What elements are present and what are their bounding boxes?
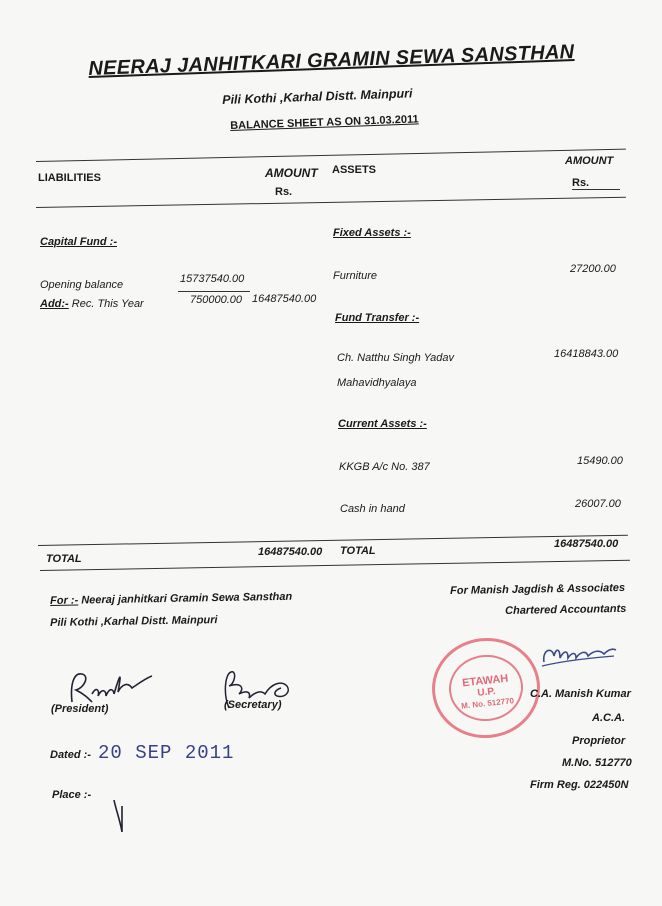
col-liabilities: LIABILITIES (38, 172, 101, 184)
ca-mno: M.No. 512770 (562, 757, 632, 769)
furniture-label: Furniture (333, 270, 378, 282)
table-total-top-rule (38, 535, 628, 546)
col-amount-left: AMOUNT (265, 166, 318, 180)
table-header-rule (36, 197, 626, 208)
rs-right-underline (572, 189, 620, 190)
total-left-label: TOTAL (46, 553, 82, 565)
dated-stamp: 20 SEP 2011 (98, 742, 235, 764)
org-title: NEERAJ JANHITKARI GRAMIN SEWA SANSTHAN (88, 41, 575, 80)
kkgb-value: 15490.00 (577, 455, 623, 467)
ca-seal-stamp (427, 633, 545, 744)
transfer-value: 16418843.00 (554, 348, 619, 360)
capital-total: 16487540.00 (252, 293, 317, 305)
col-assets: ASSETS (332, 164, 377, 176)
for-line (50, 591, 292, 607)
ca-role: Proprietor (572, 735, 626, 747)
ca-signature (538, 640, 618, 670)
fund-transfer-heading: Fund Transfer :- (335, 312, 420, 324)
stamp-state: U.P. (476, 686, 497, 699)
firm-type: Chartered Accountants (505, 602, 627, 617)
total-right-value: 16487540.00 (554, 538, 619, 550)
dated-label: Dated :- (50, 749, 91, 761)
cash-value: 26007.00 (575, 498, 621, 510)
rec-underline (178, 291, 250, 292)
stamp-mno: M. No. 512770 (460, 696, 515, 711)
add-row (40, 298, 144, 310)
firm-for: For Manish Jagdish & Associates (450, 581, 626, 597)
furniture-value: 27200.00 (570, 263, 616, 275)
col-rs-right: Rs. (572, 177, 590, 189)
fixed-assets-heading: Fixed Assets :- (333, 227, 411, 239)
ca-firm-reg: Firm Reg. 022450N (530, 779, 629, 791)
opening-balance-value: 15737540.00 (180, 273, 245, 285)
current-assets-heading: Current Assets :- (338, 418, 427, 430)
rec-value: 750000.00 (190, 294, 242, 306)
total-left-value: 16487540.00 (258, 546, 323, 558)
transfer-label-1: Ch. Natthu Singh Yadav (337, 352, 455, 364)
col-amount-right: AMOUNT (565, 155, 614, 167)
sheet-title: BALANCE SHEET AS ON 31.03.2011 (230, 113, 419, 132)
table-total-bottom-rule (40, 560, 630, 571)
table-top-rule (36, 149, 626, 162)
for-org: Neeraj janhitkari Gramin Sewa Sansthan (81, 590, 293, 607)
opening-balance-label: Opening balance (40, 279, 124, 291)
total-right-label: TOTAL (340, 545, 376, 557)
place-scribble (106, 796, 136, 836)
transfer-label-2: Mahavidhyalaya (337, 377, 417, 389)
kkgb-label: KKGB A/c No. 387 (339, 461, 430, 473)
for-address: Pili Kothi ,Karhal Distt. Mainpuri (50, 614, 218, 629)
rec-label: Rec. This Year (71, 298, 144, 310)
col-rs-left: Rs. (275, 186, 293, 198)
secretary-label: (Secretary) (224, 699, 282, 711)
ca-name: C.A. Manish Kumar (530, 688, 631, 700)
president-label: (President) (51, 703, 109, 715)
stamp-city: ETAWAH (461, 672, 509, 690)
cash-label: Cash in hand (340, 503, 405, 515)
place-label: Place :- (52, 789, 92, 801)
ca-title: A.C.A. (592, 712, 625, 724)
for-label: For :- (50, 594, 79, 607)
capital-fund-heading: Capital Fund :- (40, 236, 117, 248)
org-address: Pili Kothi ,Karhal Distt. Mainpuri (222, 86, 413, 107)
add-label: Add:- (40, 298, 69, 310)
